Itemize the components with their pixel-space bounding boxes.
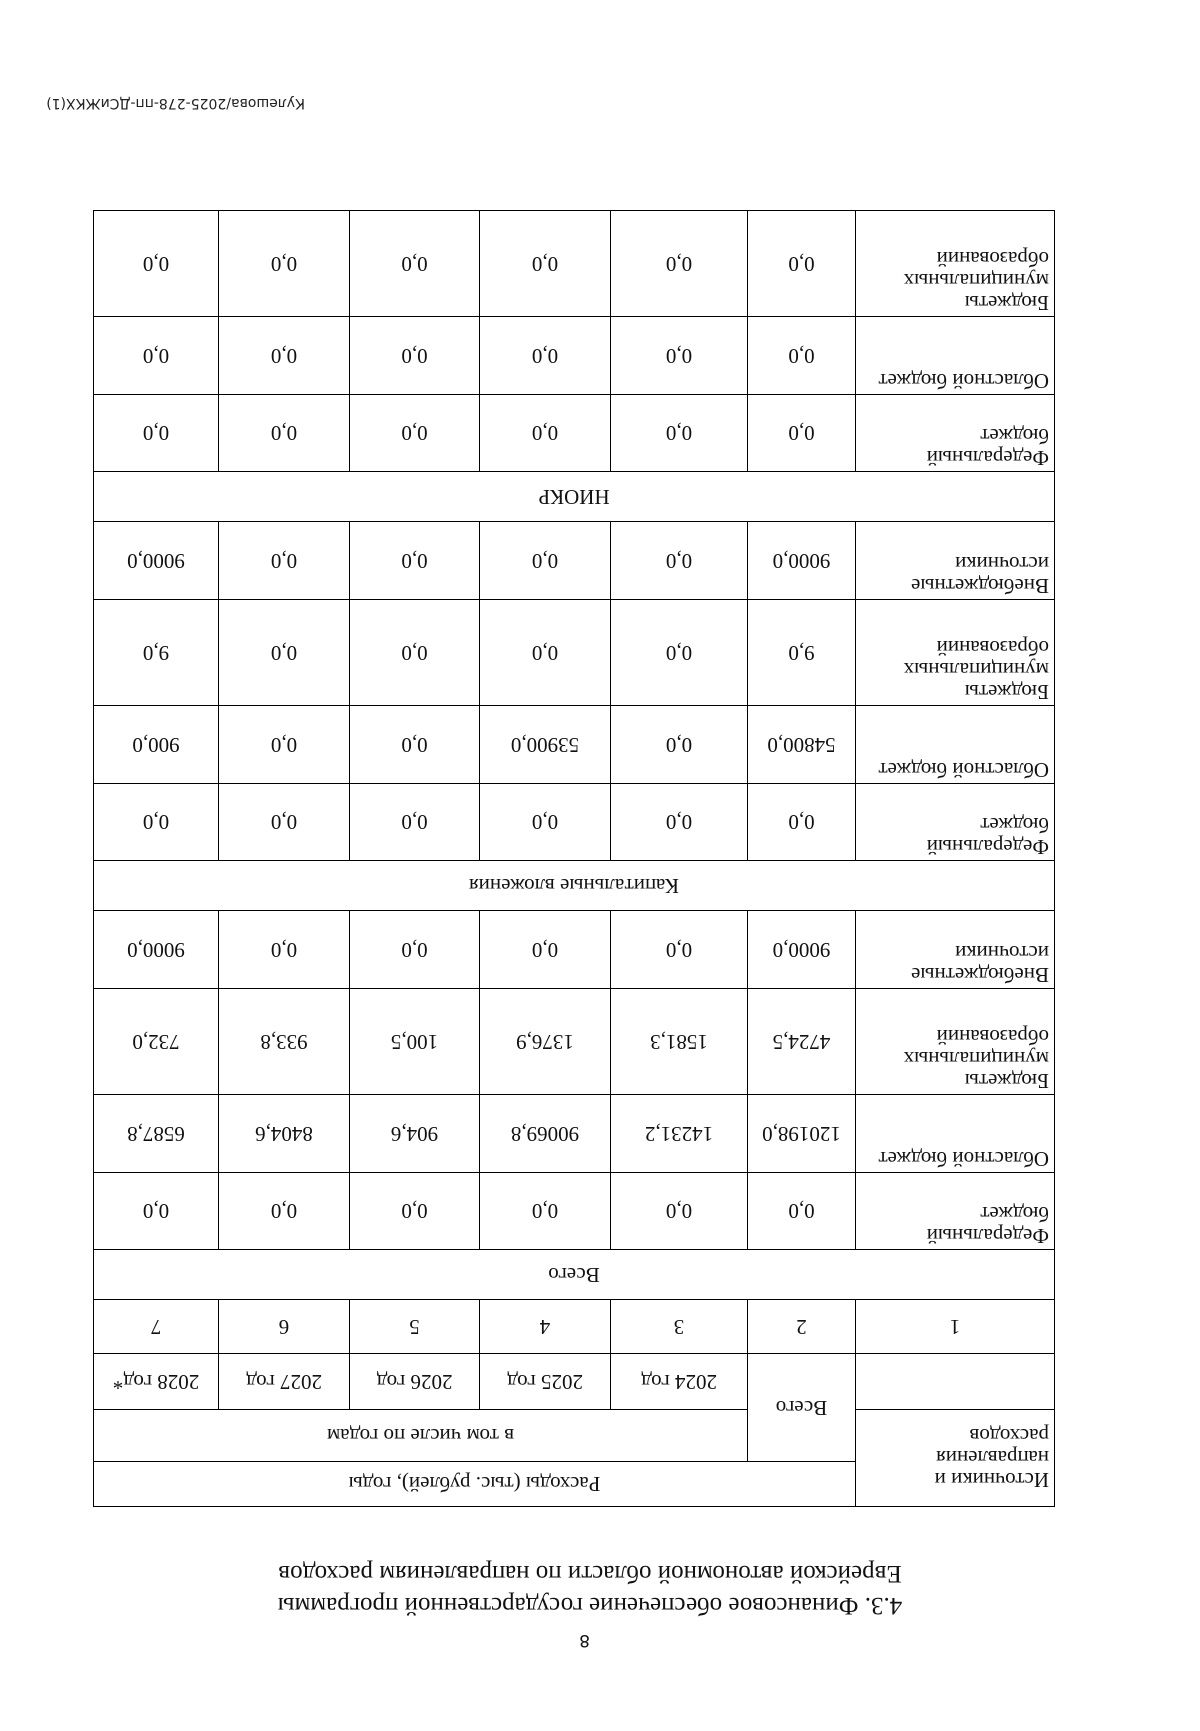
table-row [93, 600, 1054, 706]
column-number: 3 [611, 1300, 748, 1354]
year-value-cell: 0,0 [93, 211, 218, 317]
title-line-2: Еврейской автономной области по направлениям расходов [278, 1560, 902, 1587]
year-value-cell: 9000,0 [93, 911, 218, 989]
year-value-cell: 0,0 [219, 706, 350, 784]
column-number: 5 [350, 1300, 480, 1354]
row-label: Бюджеты муниципальных образований [856, 211, 1055, 317]
year-value-cell: 0,0 [350, 522, 480, 600]
total-value-cell: 0,0 [748, 1173, 856, 1250]
year-value-cell: 0,0 [480, 600, 611, 706]
year-value-cell: 9,0 [93, 600, 218, 706]
year-value-cell: 900,0 [93, 706, 218, 784]
year-value-cell: 0,0 [350, 706, 480, 784]
table-row [93, 989, 1054, 1095]
table-row [93, 706, 1054, 784]
year-value-cell: 1376,9 [480, 989, 611, 1095]
row-label: Федеральный бюджет [856, 395, 1055, 472]
year-value-cell: 0,0 [219, 1173, 350, 1250]
year-value-cell: 933,8 [219, 989, 350, 1095]
header-total: Всего [748, 1354, 856, 1462]
year-value-cell: 53900,0 [480, 706, 611, 784]
year-value-cell: 9000,0 [93, 522, 218, 600]
column-number: 7 [93, 1300, 218, 1354]
total-value-cell: 54800,0 [748, 706, 856, 784]
header-year: 2026 год [350, 1354, 480, 1410]
year-value-cell: 904,6 [350, 1095, 480, 1173]
year-value-cell: 0,0 [93, 395, 218, 472]
header-year: 2027 год [219, 1354, 350, 1410]
year-value-cell: 0,0 [480, 211, 611, 317]
section-title: Всего [93, 1250, 1054, 1300]
year-value-cell: 0,0 [93, 317, 218, 395]
total-value-cell: 0,0 [748, 784, 856, 861]
header-year: 2024 год [611, 1354, 748, 1410]
year-value-cell: 90069,8 [480, 1095, 611, 1173]
header-by-years: в том числе по годам [93, 1410, 747, 1462]
row-label: Федеральный бюджет [856, 784, 1055, 861]
total-value-cell: 9,0 [748, 600, 856, 706]
row-label: Областной бюджет [856, 706, 1055, 784]
section-row [93, 472, 1054, 522]
year-value-cell: 0,0 [611, 600, 748, 706]
year-value-cell: 1581,3 [611, 989, 748, 1095]
year-value-cell: 0,0 [611, 911, 748, 989]
year-value-cell: 0,0 [611, 211, 748, 317]
year-value-cell: 0,0 [350, 911, 480, 989]
year-value-cell: 0,0 [219, 522, 350, 600]
header-sources: Источники и направления расходов [856, 1410, 1055, 1507]
financing-table [93, 210, 1055, 1507]
year-value-cell: 0,0 [611, 784, 748, 861]
header-year: 2025 год [480, 1354, 611, 1410]
year-value-cell: 0,0 [480, 1173, 611, 1250]
year-value-cell: 0,0 [93, 784, 218, 861]
row-label: Областной бюджет [856, 1095, 1055, 1173]
row-label: Областной бюджет [856, 317, 1055, 395]
year-value-cell: 0,0 [611, 1173, 748, 1250]
year-value-cell: 0,0 [93, 1173, 218, 1250]
table-row [93, 395, 1054, 472]
header-row-3 [93, 1354, 1054, 1410]
year-value-cell: 8404,6 [219, 1095, 350, 1173]
year-value-cell: 0,0 [611, 706, 748, 784]
total-value-cell: 120198,0 [748, 1095, 856, 1173]
header-row-1 [93, 1462, 1054, 1507]
year-value-cell: 0,0 [350, 395, 480, 472]
year-value-cell: 0,0 [350, 784, 480, 861]
year-value-cell: 0,0 [480, 317, 611, 395]
column-number: 4 [480, 1300, 611, 1354]
year-value-cell: 0,0 [219, 784, 350, 861]
year-value-cell: 0,0 [350, 600, 480, 706]
row-label: Бюджеты муниципальных образований [856, 989, 1055, 1095]
section-row [93, 1250, 1054, 1300]
title-line-1: 4.3. Финансовое обеспечение государственной программы [277, 1592, 903, 1619]
year-value-cell: 0,0 [480, 522, 611, 600]
header-year: 2028 год* [93, 1354, 218, 1410]
total-value-cell: 9000,0 [748, 911, 856, 989]
total-value-cell: 0,0 [748, 317, 856, 395]
row-label: Внебюджетные источники [856, 522, 1055, 600]
year-value-cell: 14231,2 [611, 1095, 748, 1173]
row-label: Внебюджетные источники [856, 911, 1055, 989]
column-number: 1 [856, 1300, 1055, 1354]
table-row [93, 911, 1054, 989]
year-value-cell: 0,0 [480, 911, 611, 989]
header-sources-continued [856, 1354, 1055, 1410]
total-value-cell: 4724,5 [748, 989, 856, 1095]
year-value-cell: 0,0 [350, 211, 480, 317]
file-path-footer: Кулешова/2025-278-пп-ДСиЖКХ(1) [46, 95, 305, 111]
year-value-cell: 100,5 [350, 989, 480, 1095]
row-label: Федеральный бюджет [856, 1173, 1055, 1250]
table-row [93, 1095, 1054, 1173]
year-value-cell: 0,0 [219, 395, 350, 472]
year-value-cell: 0,0 [480, 395, 611, 472]
total-value-cell: 0,0 [748, 211, 856, 317]
year-value-cell: 732,0 [93, 989, 218, 1095]
total-value-cell: 0,0 [748, 395, 856, 472]
column-number: 2 [748, 1300, 856, 1354]
section-row [93, 861, 1054, 911]
section-title [200, 1557, 980, 1621]
table-row [93, 522, 1054, 600]
year-value-cell: 0,0 [350, 1173, 480, 1250]
section-title: НИОКР [93, 472, 1054, 522]
header-expenses: Расходы (тыс. рублей), годы [93, 1462, 855, 1507]
table-row [93, 211, 1054, 317]
total-value-cell: 9000,0 [748, 522, 856, 600]
year-value-cell: 0,0 [611, 522, 748, 600]
year-value-cell: 0,0 [219, 211, 350, 317]
numbering-row [93, 1300, 1054, 1354]
year-value-cell: 0,0 [350, 317, 480, 395]
year-value-cell: 0,0 [480, 784, 611, 861]
year-value-cell: 0,0 [219, 911, 350, 989]
year-value-cell: 6587,8 [93, 1095, 218, 1173]
year-value-cell: 0,0 [611, 395, 748, 472]
table-row [93, 317, 1054, 395]
year-value-cell: 0,0 [219, 600, 350, 706]
row-label: Бюджеты муниципальных образований [856, 600, 1055, 706]
column-number: 6 [219, 1300, 350, 1354]
section-title: Капитальные вложения [93, 861, 1054, 911]
table-row [93, 784, 1054, 861]
table-row [93, 1173, 1054, 1250]
page-number: 8 [579, 1630, 590, 1650]
year-value-cell: 0,0 [611, 317, 748, 395]
year-value-cell: 0,0 [219, 317, 350, 395]
